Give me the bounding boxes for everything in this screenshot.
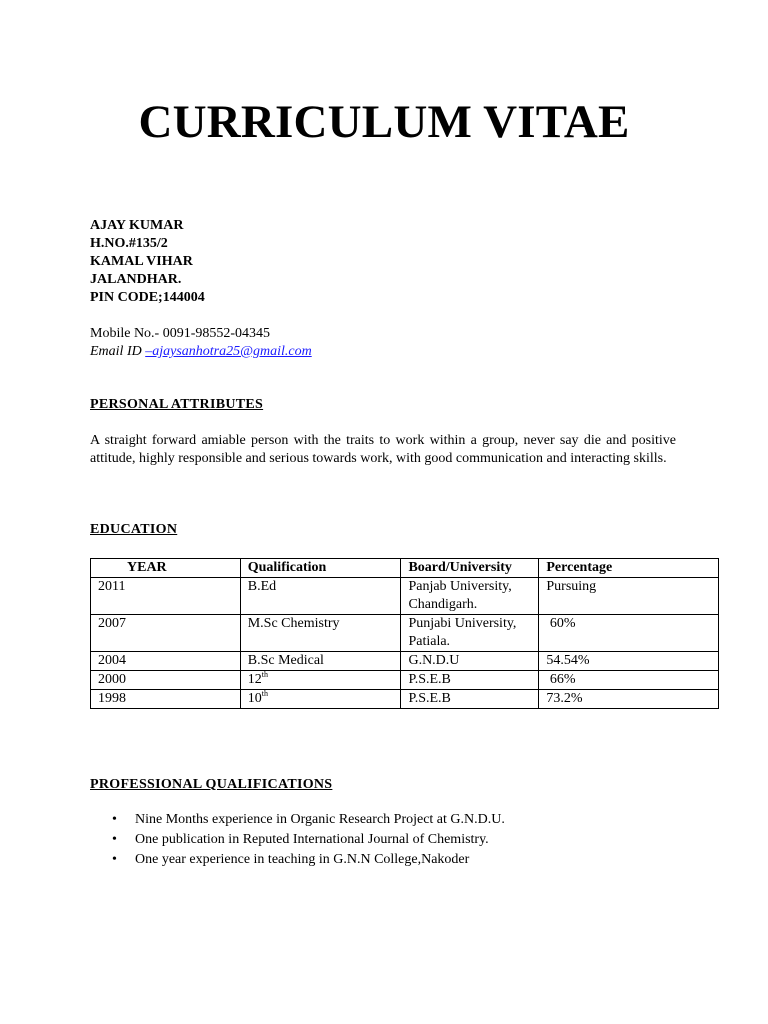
cell-qualification: M.Sc Chemistry: [240, 615, 401, 652]
email-link[interactable]: –ajaysanhotra25@gmail.com: [145, 344, 312, 359]
cell-percentage: 60%: [539, 615, 719, 652]
table-row: [91, 690, 719, 709]
house-number: H.NO.#135/2: [90, 236, 168, 251]
cell-percentage: Pursuing: [539, 578, 719, 615]
header-board: Board/University: [401, 559, 539, 578]
professional-qualifications-heading: PROFESSIONAL QUALIFICATIONS: [90, 777, 333, 792]
document-title: CURRICULUM VITAE: [138, 96, 630, 148]
professional-list: [90, 810, 505, 870]
bullet-icon: •: [112, 852, 117, 867]
header-year: YEAR: [91, 559, 241, 578]
qualification-number: 10: [247, 691, 262, 706]
email-line: [90, 343, 312, 361]
table-row: [91, 652, 719, 671]
list-item: [90, 810, 505, 830]
list-item-text: Nine Months experience in Organic Research Project at G.N.D.U.: [135, 812, 505, 827]
mobile-number: Mobile No.- 0091-98552-04345: [90, 326, 271, 341]
cell-percentage: 66%: [539, 671, 719, 690]
cell-qualification: B.Sc Medical: [240, 652, 401, 671]
bullet-icon: •: [112, 832, 117, 847]
cell-board: P.S.E.B: [401, 671, 539, 690]
pin-code: PIN CODE;144004: [90, 290, 205, 305]
cell-qualification: B.Ed: [240, 578, 401, 615]
list-item-text: One year experience in teaching in G.N.N College,Nakoder: [135, 852, 470, 867]
cell-year: 2000: [91, 671, 241, 690]
table-row: [91, 671, 719, 690]
education-table: [90, 558, 719, 709]
cell-percentage: 73.2%: [539, 690, 719, 709]
cell-year: 2011: [91, 578, 241, 615]
qualification-number: 12: [247, 672, 262, 687]
cell-board: Punjabi University, Patiala.: [401, 615, 539, 652]
table-row: [91, 615, 719, 652]
cell-qualification: [240, 671, 401, 690]
bullet-icon: •: [112, 812, 117, 827]
cell-percentage: 54.54%: [539, 652, 719, 671]
header-percentage: Percentage: [539, 559, 719, 578]
cell-year: 2007: [91, 615, 241, 652]
education-heading: EDUCATION: [90, 522, 178, 537]
table-row: [91, 578, 719, 615]
ordinal-suffix: th: [261, 689, 268, 698]
header-qualification: Qualification: [240, 559, 401, 578]
cell-board: P.S.E.B: [401, 690, 539, 709]
ordinal-suffix: th: [261, 670, 268, 679]
list-item: [90, 830, 505, 850]
list-item: [90, 850, 505, 870]
locality: KAMAL VIHAR: [90, 254, 193, 269]
cell-year: 2004: [91, 652, 241, 671]
applicant-name: AJAY KUMAR: [90, 218, 184, 233]
personal-attributes-text: A straight forward amiable person with the traits to work within a group, never say die and positive attitude, highly responsible and serious towards work, with good communication and interacting skills.: [90, 433, 676, 466]
cell-board: Panjab University, Chandigarh.: [401, 578, 539, 615]
cell-board: G.N.D.U: [401, 652, 539, 671]
cell-qualification: [240, 690, 401, 709]
city: JALANDHAR.: [90, 272, 182, 287]
address-block: [90, 217, 205, 307]
personal-attributes-heading: PERSONAL ATTRIBUTES: [90, 397, 264, 412]
cell-year: 1998: [91, 690, 241, 709]
contact-block: [90, 325, 312, 361]
list-item-text: One publication in Reputed International Journal of Chemistry.: [135, 832, 489, 847]
education-header-row: [91, 559, 719, 578]
email-label: Email ID: [90, 344, 146, 359]
